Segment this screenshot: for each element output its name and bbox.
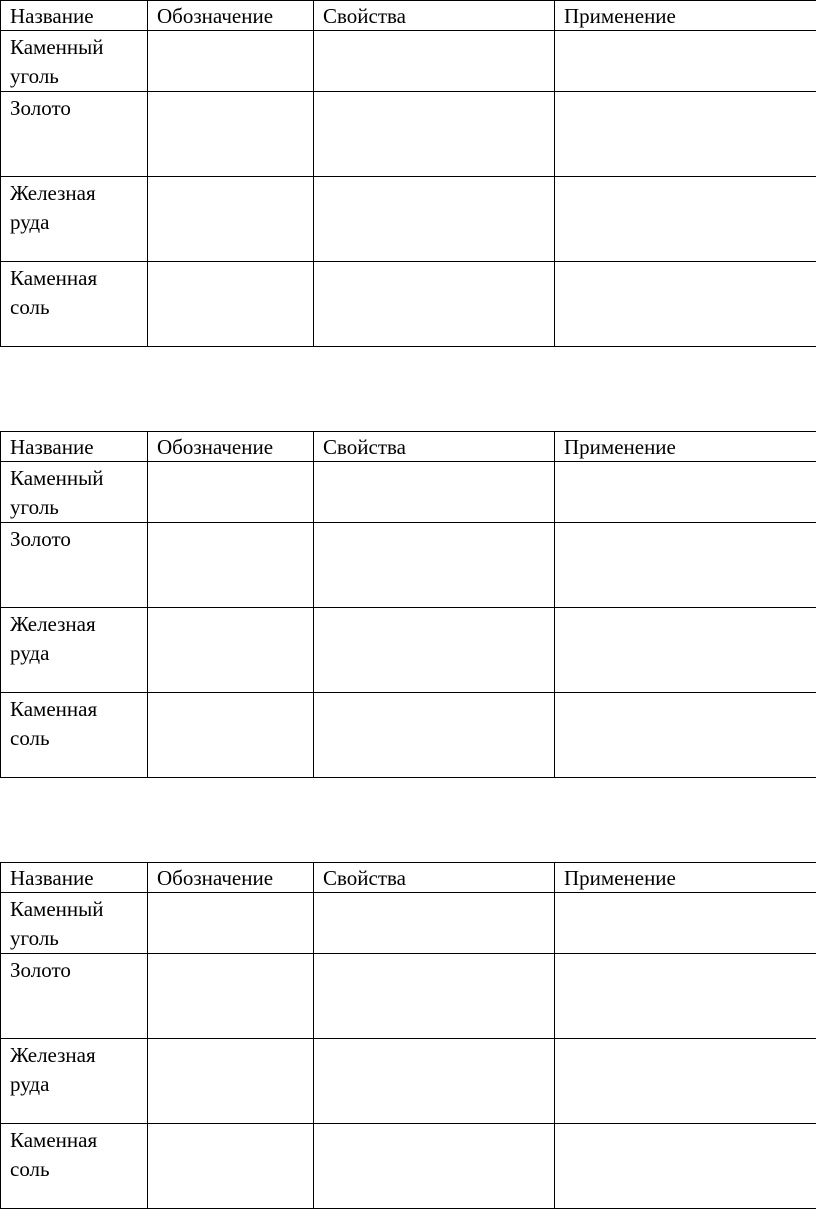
- mineral-name-cell: [1, 893, 148, 954]
- header-name: Название: [1, 432, 148, 462]
- table-row: [1, 1124, 816, 1209]
- table-row: [1, 693, 816, 778]
- mineral-name-line: Каменный: [10, 466, 104, 490]
- header-properties: Свойства: [314, 432, 555, 462]
- table-row: [1, 893, 816, 954]
- application-cell[interactable]: [555, 954, 816, 1039]
- properties-cell[interactable]: [314, 177, 555, 262]
- application-cell[interactable]: [555, 31, 816, 92]
- properties-cell[interactable]: [314, 92, 555, 177]
- table-row: [1, 1039, 816, 1124]
- mineral-name-line: Каменный: [10, 35, 104, 59]
- designation-cell[interactable]: [148, 262, 314, 347]
- mineral-name-line: руда: [10, 641, 50, 665]
- properties-cell[interactable]: [314, 693, 555, 778]
- designation-cell[interactable]: [148, 893, 314, 954]
- application-cell[interactable]: [555, 893, 816, 954]
- application-cell[interactable]: [555, 177, 816, 262]
- header-designation: Обозначение: [148, 863, 314, 893]
- application-cell[interactable]: [555, 1124, 816, 1209]
- mineral-name-line: Железная: [10, 181, 96, 205]
- properties-cell[interactable]: [314, 262, 555, 347]
- mineral-name-cell: [1, 92, 148, 177]
- mineral-name-line: руда: [10, 1072, 50, 1096]
- table-row: [1, 523, 816, 608]
- application-cell[interactable]: [555, 1039, 816, 1124]
- table-row: [1, 262, 816, 347]
- properties-cell[interactable]: [314, 1124, 555, 1209]
- mineral-name-line: Каменная: [10, 697, 98, 721]
- designation-cell[interactable]: [148, 1124, 314, 1209]
- application-cell[interactable]: [555, 262, 816, 347]
- header-application: Применение: [555, 432, 816, 462]
- mineral-name-cell: [1, 954, 148, 1039]
- properties-cell[interactable]: [314, 523, 555, 608]
- designation-cell[interactable]: [148, 608, 314, 693]
- minerals-table-1: [0, 0, 816, 347]
- designation-cell[interactable]: [148, 462, 314, 523]
- mineral-name-line: Золото: [10, 958, 71, 982]
- designation-cell[interactable]: [148, 1039, 314, 1124]
- properties-cell[interactable]: [314, 893, 555, 954]
- mineral-name-cell: [1, 262, 148, 347]
- table-row: [1, 954, 816, 1039]
- mineral-name-cell: [1, 31, 148, 92]
- properties-cell[interactable]: [314, 31, 555, 92]
- mineral-name-line: соль: [10, 295, 50, 319]
- application-cell[interactable]: [555, 608, 816, 693]
- properties-cell[interactable]: [314, 462, 555, 523]
- mineral-name-cell: [1, 523, 148, 608]
- table-row: [1, 462, 816, 523]
- mineral-name-line: руда: [10, 210, 50, 234]
- mineral-name-line: уголь: [10, 926, 59, 950]
- header-application: Применение: [555, 863, 816, 893]
- designation-cell[interactable]: [148, 92, 314, 177]
- mineral-name-line: Золото: [10, 96, 71, 120]
- minerals-table-2: [0, 431, 816, 778]
- header-designation: Обозначение: [148, 1, 314, 31]
- mineral-name-line: Железная: [10, 612, 96, 636]
- application-cell[interactable]: [555, 462, 816, 523]
- header-name: Название: [1, 1, 148, 31]
- designation-cell[interactable]: [148, 31, 314, 92]
- mineral-name-line: Железная: [10, 1043, 96, 1067]
- mineral-name-line: уголь: [10, 64, 59, 88]
- designation-cell[interactable]: [148, 693, 314, 778]
- mineral-name-cell: [1, 1039, 148, 1124]
- table-header-row: [1, 863, 816, 893]
- application-cell[interactable]: [555, 92, 816, 177]
- mineral-name-line: Каменная: [10, 1128, 98, 1152]
- application-cell[interactable]: [555, 523, 816, 608]
- designation-cell[interactable]: [148, 523, 314, 608]
- table-row: [1, 608, 816, 693]
- table-row: [1, 31, 816, 92]
- mineral-name-line: Каменная: [10, 266, 98, 290]
- mineral-name-line: соль: [10, 1157, 50, 1181]
- properties-cell[interactable]: [314, 608, 555, 693]
- table-row: [1, 92, 816, 177]
- properties-cell[interactable]: [314, 954, 555, 1039]
- table-row: [1, 177, 816, 262]
- table-header-row: [1, 1, 816, 31]
- mineral-name-cell: [1, 608, 148, 693]
- properties-cell[interactable]: [314, 1039, 555, 1124]
- mineral-name-cell: [1, 462, 148, 523]
- header-properties: Свойства: [314, 863, 555, 893]
- minerals-table-3: [0, 862, 816, 1209]
- mineral-name-line: соль: [10, 726, 50, 750]
- header-properties: Свойства: [314, 1, 555, 31]
- table-header-row: [1, 432, 816, 462]
- mineral-name-line: уголь: [10, 495, 59, 519]
- mineral-name-line: Каменный: [10, 897, 104, 921]
- mineral-name-line: Золото: [10, 527, 71, 551]
- mineral-name-cell: [1, 1124, 148, 1209]
- mineral-name-cell: [1, 693, 148, 778]
- header-name: Название: [1, 863, 148, 893]
- application-cell[interactable]: [555, 693, 816, 778]
- header-application: Применение: [555, 1, 816, 31]
- header-designation: Обозначение: [148, 432, 314, 462]
- mineral-name-cell: [1, 177, 148, 262]
- designation-cell[interactable]: [148, 954, 314, 1039]
- designation-cell[interactable]: [148, 177, 314, 262]
